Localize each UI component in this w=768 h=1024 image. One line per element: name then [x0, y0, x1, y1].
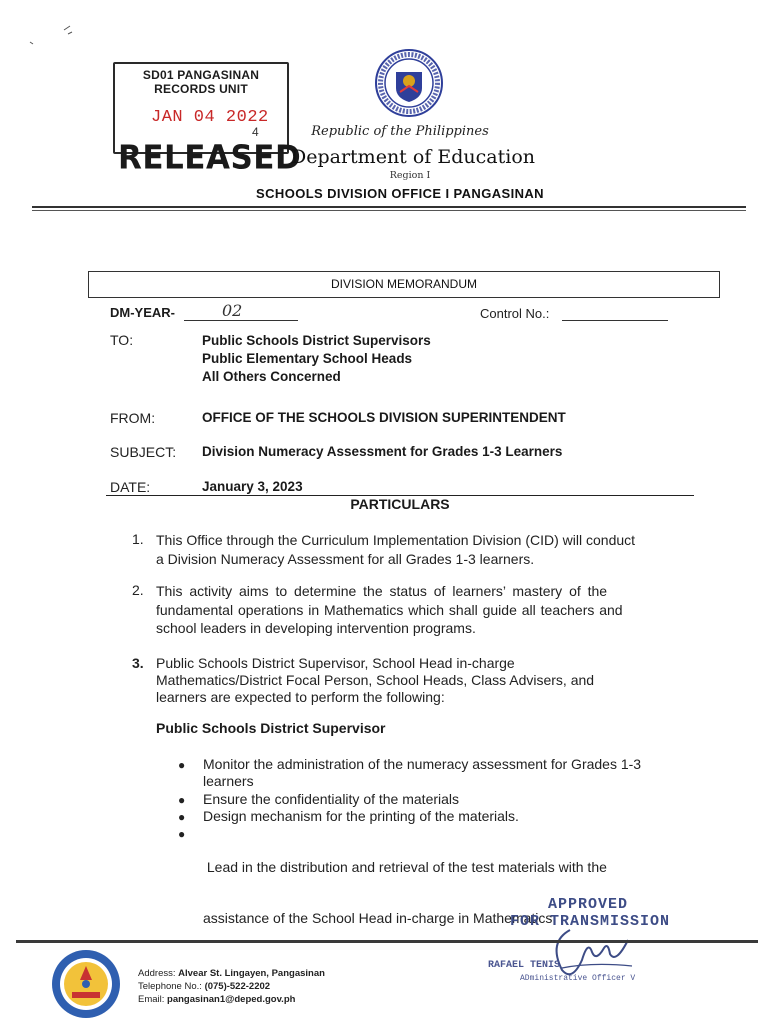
- list-item: [156, 582, 694, 638]
- header-divider: [32, 206, 746, 211]
- recipient: All Others Concerned: [202, 369, 341, 384]
- particulars-heading: PARTICULARS: [350, 496, 450, 512]
- bullet-icon: ●: [178, 810, 186, 824]
- bullet-item: [203, 808, 519, 825]
- item-line: Mathematics/District Focal Person, School Heads, Class Advisers, and: [156, 672, 595, 688]
- footer-email: [138, 994, 295, 1005]
- item-line: This Office through the Curriculum Implementation Division (CID) will conduct: [156, 532, 636, 548]
- dm-year-label: DM-YEAR-: [110, 305, 175, 320]
- bullet-item: [203, 756, 641, 790]
- bullet-line: Ensure the confidentiality of the materials: [203, 791, 460, 807]
- item-line: fundamental operations in Mathematics which shall guide all teachers and: [156, 601, 623, 618]
- item-number: 2.: [132, 582, 144, 598]
- item-number: 3.: [132, 655, 144, 671]
- subject-label: SUBJECT:: [110, 444, 177, 460]
- control-number-underline: [562, 320, 668, 321]
- section-heading: Public Schools District Supervisor: [156, 720, 386, 736]
- bullet-icon: ●: [178, 758, 186, 772]
- released-stamp: RELEASED: [118, 139, 302, 177]
- email-value: pangasinan1@deped.gov.ph: [167, 994, 296, 1005]
- signatory-name: RAFAEL TENIS: [488, 960, 561, 971]
- email-label: Email:: [138, 994, 165, 1005]
- pen-mark: [28, 20, 78, 50]
- subject-value: Division Numeracy Assessment for Grades 1-3 Learners: [202, 444, 563, 459]
- bullet-icon: ●: [178, 827, 186, 841]
- stamp-line-1: SD01 PANGASINAN: [142, 68, 260, 82]
- bullet-item: [203, 791, 459, 808]
- telephone-value: (075)-522-2202: [204, 981, 271, 992]
- control-number-label: Control No.:: [480, 306, 550, 321]
- republic-line: Republic of the Philippines: [311, 124, 489, 139]
- stamp-line-2: RECORDS UNIT: [154, 82, 248, 96]
- stamp-date: JAN 04 2022: [151, 108, 269, 127]
- bullet-line: assistance of the School Head in-charge in Mathematics: [203, 910, 553, 926]
- item-line: Public Schools District Supervisor, School Head in-charge: [156, 655, 515, 671]
- bullet-icon: ●: [178, 793, 186, 807]
- division-logo-icon: [50, 948, 122, 1020]
- date-label: DATE:: [110, 479, 151, 495]
- memo-title: DIVISION MEMORANDUM: [88, 271, 720, 298]
- footer-telephone: [138, 981, 270, 992]
- bullet-line: Lead in the distribution and retrieval of the test materials with the: [203, 859, 607, 875]
- address-label: Address:: [138, 968, 176, 979]
- recipient: Public Schools District Supervisors: [202, 333, 431, 348]
- region-label: Region I: [389, 170, 431, 181]
- list-item: [156, 655, 696, 706]
- date-value: January 3, 2023: [202, 479, 303, 494]
- item-line: This activity aims to determine the status of learners’ mastery of the: [156, 583, 608, 599]
- address-value: Alvear St. Lingayen, Pangasinan: [178, 968, 325, 979]
- office-name: SCHOOLS DIVISION OFFICE I PANGASINAN: [256, 186, 544, 201]
- list-item: [156, 531, 696, 568]
- footer-divider: [16, 940, 758, 943]
- to-label: TO:: [110, 332, 134, 348]
- stamp-initial: 4: [252, 125, 259, 139]
- from-value: OFFICE OF THE SCHOOLS DIVISION SUPERINTENDENT: [202, 410, 566, 425]
- recipient: Public Elementary School Heads: [202, 351, 413, 366]
- bullet-line: learners: [203, 773, 254, 789]
- approved-stamp-line-2: FOR TRANSMISSION: [510, 913, 671, 930]
- item-line: learners are expected to perform the following:: [156, 689, 445, 705]
- to-recipients: [202, 332, 431, 386]
- signatory-role: ADministrative Officer V: [520, 974, 636, 983]
- item-line: school leaders in developing intervention programs.: [156, 620, 476, 636]
- from-label: FROM:: [110, 410, 156, 426]
- deped-seal-icon: [374, 48, 444, 118]
- bullet-line: Monitor the administration of the numeracy assessment for Grades 1-3: [203, 756, 642, 772]
- bullet-line: Design mechanism for the printing of the materials.: [203, 808, 519, 824]
- approved-stamp-line-1: APPROVED: [548, 896, 629, 913]
- department-name: Department of Education: [291, 146, 535, 168]
- dm-year-value: 02: [222, 301, 243, 320]
- telephone-label: Telephone No.:: [138, 981, 202, 992]
- item-number: 1.: [132, 531, 144, 547]
- footer-address: [138, 968, 325, 979]
- item-line: a Division Numeracy Assessment for all Grades 1-3 learners.: [156, 550, 535, 567]
- dm-year-underline: [184, 320, 298, 321]
